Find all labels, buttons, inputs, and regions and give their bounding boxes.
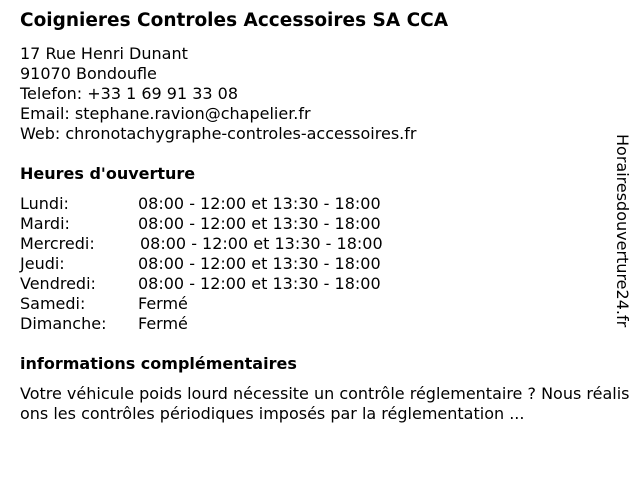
hours-table (20, 194, 440, 334)
hours-row-saturday (20, 294, 440, 314)
time-value: 08:00 - 12:00 et 13:30 - 18:00 (138, 274, 381, 293)
day-label: Mercredi: (20, 234, 95, 253)
day-label: Vendredi: (20, 274, 96, 293)
city-line: 91070 Bondoufle (20, 64, 157, 83)
day-label: Mardi: (20, 214, 70, 233)
hours-row-friday (20, 274, 440, 294)
day-label: Samedi: (20, 294, 86, 313)
web-line: Web: chronotachygraphe-controles-accessoires.fr (20, 124, 417, 143)
time-value: 08:00 - 12:00 et 13:30 - 18:00 (138, 214, 381, 233)
hours-row-wednesday (20, 234, 440, 254)
address-block (20, 44, 416, 144)
business-name: Coignieres Controles Accessoires SA CCA (20, 10, 449, 31)
brand-watermark: Horairesdouverture24.fr (613, 134, 632, 328)
day-label: Lundi: (20, 194, 69, 213)
day-label: Jeudi: (20, 254, 65, 273)
hours-row-sunday (20, 314, 440, 334)
time-value: 08:00 - 12:00 et 13:30 - 18:00 (138, 194, 381, 213)
hours-row-thursday (20, 254, 440, 274)
phone-line: Telefon: +33 1 69 91 33 08 (20, 84, 239, 103)
time-value: Fermé (138, 294, 188, 313)
info-heading: informations complémentaires (20, 354, 297, 373)
email-line: Email: stephane.ravion@chapelier.fr (20, 104, 311, 123)
time-value: 08:00 - 12:00 et 13:30 - 18:00 (138, 254, 381, 273)
day-label: Dimanche: (20, 314, 107, 333)
street-line: 17 Rue Henri Dunant (20, 44, 188, 63)
hours-row-tuesday (20, 214, 440, 234)
time-value: 08:00 - 12:00 et 13:30 - 18:00 (140, 234, 383, 253)
info-description: Votre véhicule poids lourd nécessite un contrôle réglementaire ? Nous réalisons les contrôles périodiques imposés par la réglementation ... (20, 384, 630, 423)
hours-heading: Heures d'ouverture (20, 164, 196, 183)
hours-row-monday (20, 194, 440, 214)
time-value: Fermé (138, 314, 188, 333)
